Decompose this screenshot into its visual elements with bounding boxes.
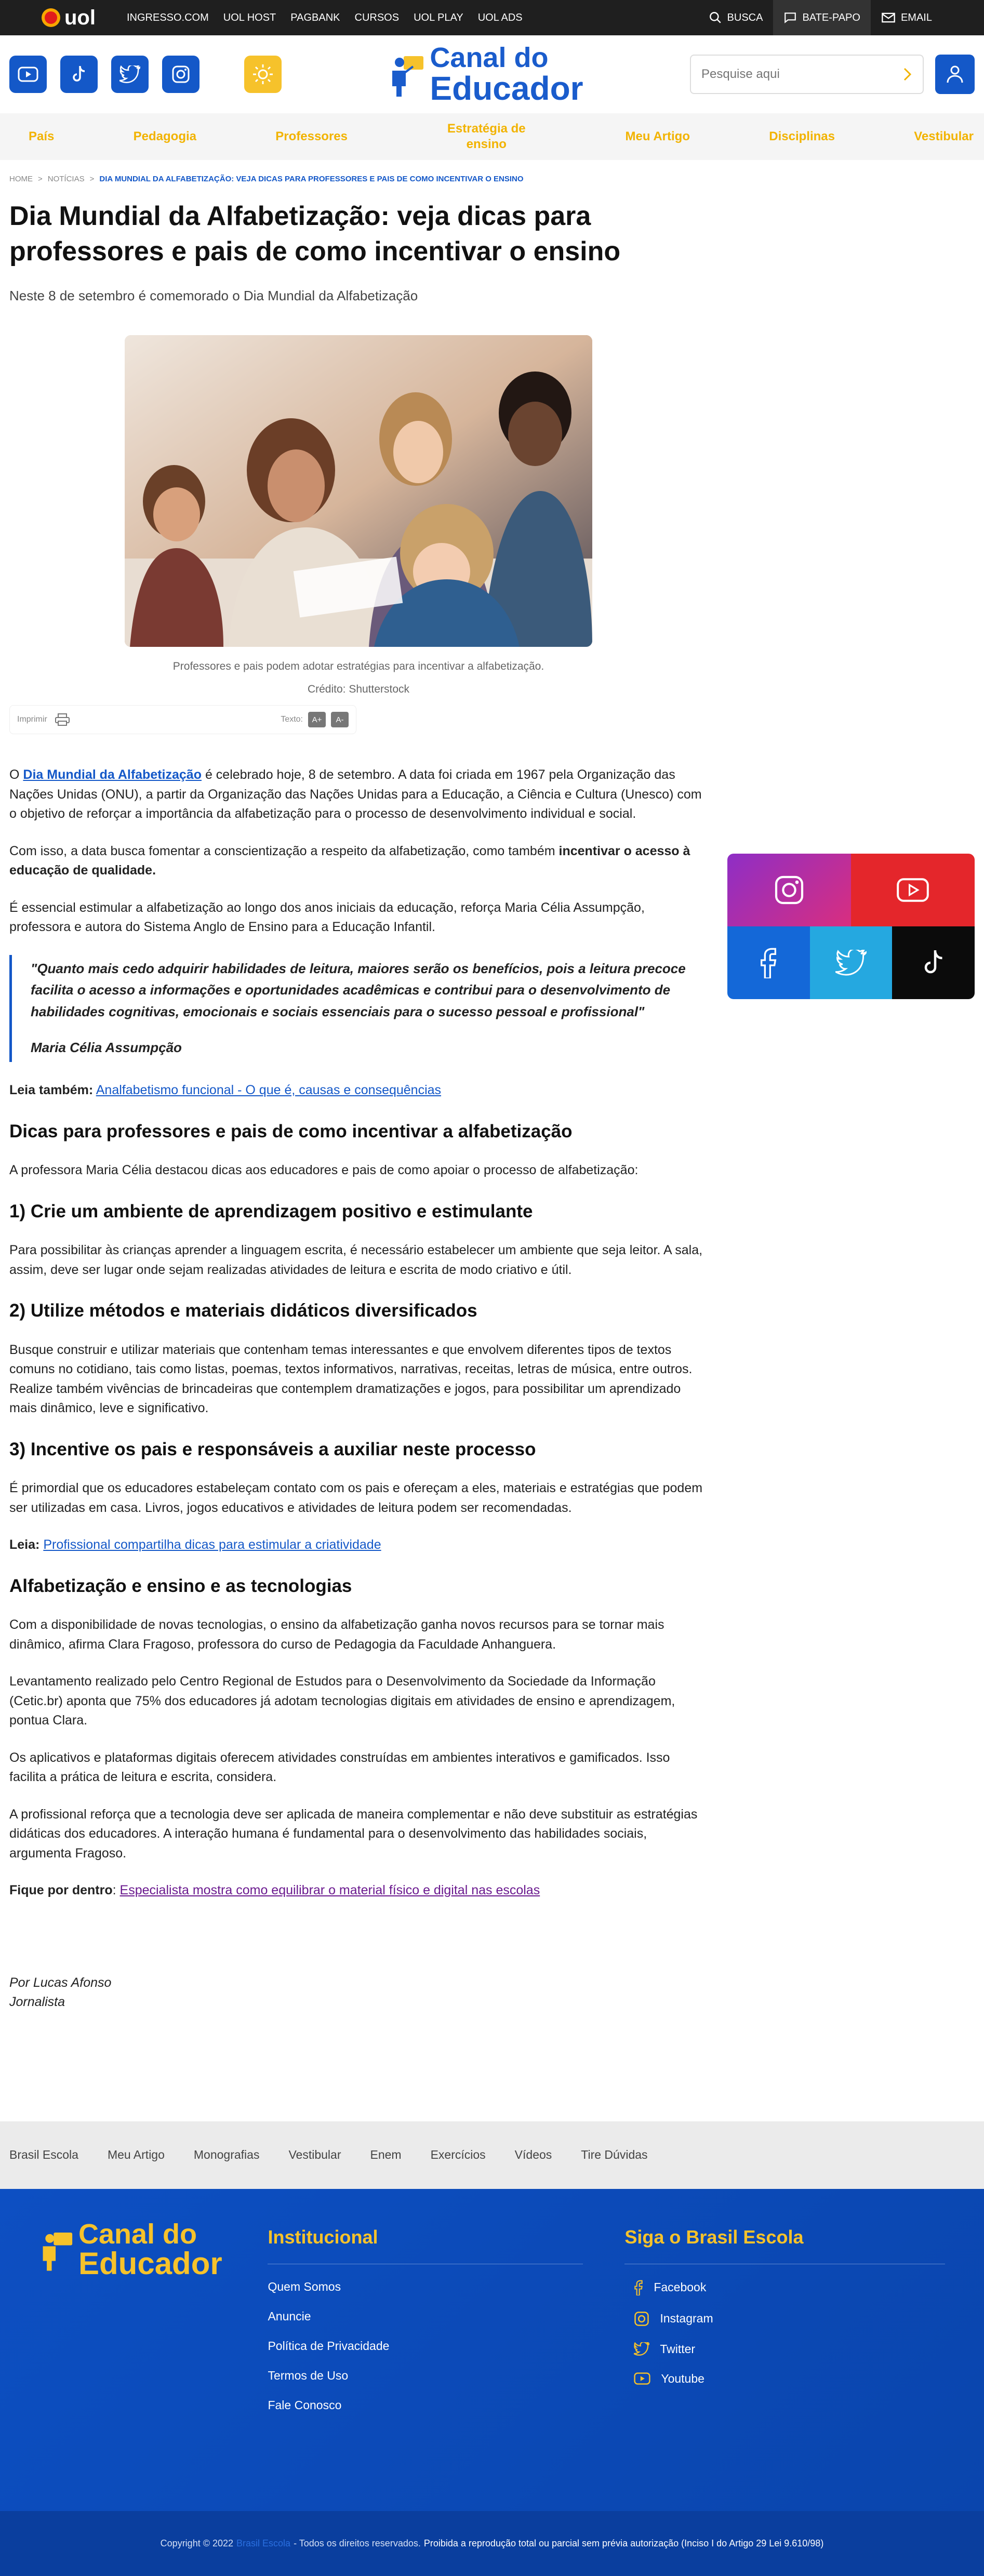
footer-link-anuncie[interactable]: Anuncie	[268, 2309, 311, 2323]
article-body	[0, 765, 717, 2043]
chat-icon	[783, 11, 797, 24]
paragraph: Levantamento realizado pelo Centro Regional de Estudos para o Desenvolvimento da Sociedade da Informação (Cetic.br) aponta que 75% dos educadores já adotam tecnologias digitais em atividades de ensino e aprendizagem, pontua Clara.	[9, 1674, 675, 1728]
youtube-button[interactable]	[9, 56, 47, 93]
breadcrumb-separator: >	[38, 175, 43, 183]
facebook-icon	[759, 947, 778, 978]
uol-search-label: BUSCA	[727, 11, 763, 23]
tiktok-icon	[921, 949, 946, 977]
breadcrumb-separator: >	[89, 175, 95, 183]
breadcrumb	[0, 160, 984, 183]
user-login-button[interactable]	[935, 55, 975, 94]
uol-link-cursos[interactable]: CURSOS	[354, 11, 400, 23]
twitter-icon	[119, 65, 140, 83]
footer-youtube-link[interactable]	[624, 2372, 945, 2386]
twitter-button[interactable]	[111, 56, 149, 93]
paragraph-text: O	[9, 767, 23, 782]
search-icon	[709, 11, 722, 24]
footer-instagram-link[interactable]	[624, 2311, 945, 2327]
article-figure	[125, 335, 592, 696]
read-label: Leia:	[9, 1537, 40, 1552]
uol-search-button[interactable]	[698, 0, 774, 35]
footer-instagram-label: Instagram	[660, 2312, 713, 2326]
main-nav	[0, 113, 984, 160]
footer-link-enem[interactable]: Enem	[370, 2148, 402, 2162]
uol-right-actions	[698, 0, 942, 35]
paragraph-bold: incentivar o acesso à educação de qualidade.	[9, 843, 690, 878]
paragraph-text: é celebrado hoje, 8 de setembro. A data foi criada em 1967 pela Organização das Nações Unidas (ONU), a partir da Organização das Nações Unidas para a Educação, a Ciência e Cultura (Unesco) com o objetivo de reforçar a importância da alfabetização para o processo de desenvolvimento individual e social.	[9, 767, 702, 821]
footer-link-vestibular[interactable]: Vestibular	[288, 2148, 341, 2162]
footer-logo-line2: Educador	[78, 2246, 222, 2281]
copyright-notice: Proibida a reprodução total ou parcial sem prévia autorização (Inciso I do Artigo 29 Lei 9.610/98)	[423, 2538, 824, 2548]
breadcrumb-home[interactable]: HOME	[9, 175, 33, 183]
instagram-button[interactable]	[162, 56, 200, 93]
logo-line2: Educador	[430, 70, 583, 107]
printer-icon	[55, 713, 70, 726]
uol-link-ads[interactable]: UOL ADS	[477, 11, 523, 23]
sidebar-youtube-button[interactable]	[851, 854, 975, 926]
paragraph-text: Com isso, a data busca fomentar a conscientização a respeito da alfabetização, como também	[9, 843, 559, 858]
footer-logo-line1: Canal do	[78, 2218, 197, 2250]
teacher-logo-icon	[388, 51, 424, 98]
uol-link-host[interactable]: UOL HOST	[223, 11, 276, 23]
site-header	[0, 35, 984, 113]
facebook-icon	[634, 2280, 643, 2295]
footer-link-meu-artigo[interactable]: Meu Artigo	[107, 2148, 165, 2162]
stay-informed-label: Fique por dentro	[9, 1883, 113, 1898]
copyright-bar	[0, 2511, 984, 2576]
footer-twitter-link[interactable]	[624, 2342, 945, 2356]
uol-top-bar	[0, 0, 984, 35]
uol-link-play[interactable]: UOL PLAY	[414, 11, 463, 23]
read-also	[9, 1081, 708, 1100]
footer-institucional	[268, 2220, 583, 2511]
youtube-icon	[896, 878, 929, 902]
stay-informed	[9, 1881, 708, 1901]
user-icon	[946, 65, 964, 84]
section-heading: Alfabetização e ensino e as tecnologias	[9, 1575, 352, 1596]
uol-logo[interactable]	[42, 6, 96, 30]
header-social-row	[9, 56, 282, 93]
page-subtitle: Neste 8 de setembro é comemorado o Dia Mundial da Alfabetização	[9, 288, 418, 304]
uol-email-label: EMAIL	[900, 11, 932, 23]
footer-link-exercicios[interactable]: Exercícios	[430, 2148, 486, 2162]
nav-item-pais[interactable]: País	[29, 129, 55, 143]
quote-author: Maria Célia Assumpção	[31, 1040, 182, 1056]
text-size-controls	[281, 712, 349, 727]
uol-link-ingresso[interactable]: INGRESSO.COM	[126, 11, 209, 23]
classroom-photo-illustration	[125, 335, 592, 647]
paragraph: A profissional reforça que a tecnologia deve ser aplicada de maneira complementar e não deve substituir as estratégias didáticas dos educadores. A interação humana é fundamental para o desenvolvimento das habilidades sociais, argumenta Fragoso.	[9, 1807, 698, 1861]
sidebar-twitter-button[interactable]	[810, 926, 893, 999]
uol-link-pagbank[interactable]: PAGBANK	[290, 11, 340, 23]
nav-item-estrategia[interactable]: Estratégia de ensino	[447, 122, 526, 151]
read-also-label: Leia também:	[9, 1083, 94, 1098]
article-photo	[125, 335, 592, 647]
tiktok-icon	[71, 65, 87, 84]
instagram-icon	[774, 874, 805, 906]
content-area	[0, 765, 984, 2043]
chevron-right-icon[interactable]	[903, 67, 912, 82]
photo-caption: Professores e pais podem adotar estratégias para incentivar a alfabetização.	[172, 660, 544, 673]
teacher-logo-icon	[39, 2227, 73, 2272]
copyright-rights: - Todos os direitos reservados.	[294, 2538, 421, 2548]
print-label: Imprimir	[17, 715, 47, 724]
paragraph: Para possibilitar às crianças aprender a linguagem escrita, é necessário estabelecer um ambiente que seja leitor. A sala, assim, deve ser lugar onde sejam realizadas atividades de leitura e escrita de modo criativo e útil.	[9, 1243, 703, 1277]
sidebar-facebook-button[interactable]	[727, 926, 810, 999]
paragraph: A professora Maria Célia destacou dicas aos educadores e pais de como apoiar o processo de alfabetização:	[9, 1163, 639, 1178]
email-icon	[881, 11, 896, 24]
footer-link-brasil-escola[interactable]: Brasil Escola	[9, 2148, 78, 2162]
sidebar-instagram-button[interactable]	[727, 854, 851, 926]
section-heading: 1) Crie um ambiente de aprendizagem positivo e estimulante	[9, 1201, 533, 1221]
footer-youtube-label: Youtube	[661, 2371, 704, 2385]
section-heading: 3) Incentive os pais e responsáveis a auxiliar neste processo	[9, 1439, 536, 1459]
footer-facebook-label: Facebook	[654, 2280, 707, 2294]
nav-item-pedagogia[interactable]: Pedagogia	[133, 129, 196, 143]
dia-mundial-link[interactable]: Dia Mundial da Alfabetização	[23, 767, 202, 782]
quote-block	[9, 955, 708, 1062]
instagram-icon	[171, 65, 190, 84]
nav-item-meu-artigo[interactable]: Meu Artigo	[625, 129, 690, 143]
footer-link-monografias[interactable]: Monografias	[193, 2148, 260, 2162]
footer-logo[interactable]	[39, 2220, 268, 2511]
nav-item-professores[interactable]: Professores	[275, 129, 348, 143]
page-title: Dia Mundial da Alfabetização: veja dicas para professores e pais de como incentivar o ensino	[9, 201, 621, 267]
read-link[interactable]: Profissional compartilha dicas para estimular a criatividade	[43, 1537, 381, 1552]
breadcrumb-noticias[interactable]: NOTÍCIAS	[47, 175, 85, 183]
photo-credit: Crédito: Shutterstock	[307, 683, 410, 696]
copyright-year: Copyright © 2022	[160, 2538, 234, 2548]
paragraph	[9, 765, 708, 824]
sun-icon	[252, 63, 274, 85]
footer-social	[624, 2220, 945, 2511]
nav-item-vestibular[interactable]: Vestibular	[914, 129, 974, 143]
author-role: Jornalista	[9, 1995, 65, 2010]
footer-link-quem-somos[interactable]: Quem Somos	[268, 2279, 341, 2293]
article-tools	[9, 705, 356, 734]
copyright-site-link[interactable]: Brasil Escola	[236, 2538, 291, 2548]
nav-item-disciplinas[interactable]: Disciplinas	[769, 129, 835, 143]
footer-facebook-link[interactable]	[624, 2280, 945, 2295]
decrease-text-button[interactable]: A-	[331, 712, 349, 727]
print-button[interactable]	[17, 713, 70, 726]
search-input[interactable]	[701, 67, 903, 82]
paragraph	[9, 842, 708, 881]
search-box	[690, 55, 924, 94]
author-name: Por Lucas Afonso	[9, 1975, 112, 1990]
logo-line1: Canal do	[430, 42, 549, 73]
uol-chat-label: BATE-PAPO	[802, 11, 860, 23]
uol-chat-button[interactable]	[773, 0, 871, 35]
paragraph: Busque construir e utilizar materiais que contenham temas interessantes e que envolvem diferentes tipos de textos comuns no cotidiano, tais como listas, poemas, textos informativos, narrativas, receitas, letras de música, entre outros. Realize também vivências de brincadeiras que contemplem dramatizações e jogos, para possibilitar um aprendizado mais dinâmico, leve e significativo.	[9, 1342, 693, 1416]
uol-links	[127, 12, 523, 24]
site-footer	[0, 2189, 984, 2511]
sidebar-tiktok-button[interactable]	[892, 926, 975, 999]
theme-toggle-button[interactable]	[244, 56, 282, 93]
footer-link-termos[interactable]: Termos de Uso	[268, 2368, 349, 2382]
stay-informed-link[interactable]: Especialista mostra como equilibrar o material físico e digital nas escolas	[119, 1883, 540, 1898]
footer-quick-links	[0, 2121, 984, 2189]
section-heading: Dicas para professores e pais de como incentivar a alfabetização	[9, 1121, 573, 1141]
uol-email-button[interactable]	[871, 0, 942, 35]
byline	[9, 1973, 708, 2012]
stay-informed-separator: :	[112, 1883, 120, 1898]
twitter-icon	[634, 2342, 649, 2356]
footer-social-title: Siga o Brasil Escola	[624, 2226, 945, 2264]
breadcrumb-current: DIA MUNDIAL DA ALFABETIZAÇÃO: VEJA DICAS PARA PROFESSORES E PAIS DE COMO INCENTIVAR O ENSINO	[99, 175, 524, 183]
paragraph: É primordial que os educadores estabeleçam contato com os pais e ofereçam a eles, materiais e estratégias que podem ser utilizadas em casa. Livros, jogos educativos e atividades de leitura podem ser recomendadas.	[9, 1481, 703, 1515]
footer-institucional-title: Institucional	[268, 2226, 583, 2264]
site-logo[interactable]	[282, 44, 690, 105]
paragraph: Com a disponibilidade de novas tecnologias, o ensino da alfabetização ganha novos recursos para se tornar mais dinâmico, afirma Clara Fragoso, professora do curso de Pedagogia da Faculdade Anhanguera.	[9, 1617, 664, 1652]
paragraph: Os aplicativos e plataformas digitais oferecem atividades construídas em ambientes interativos e gamificados. Isso facilita a prática de leitura e escrita, considera.	[9, 1750, 670, 1785]
instagram-icon	[634, 2311, 649, 2327]
section-heading: 2) Utilize métodos e materiais didáticos diversificados	[9, 1300, 477, 1321]
text-size-label: Texto:	[281, 715, 303, 724]
footer-twitter-label: Twitter	[660, 2342, 696, 2356]
uol-logo-text: uol	[64, 6, 96, 29]
tiktok-button[interactable]	[60, 56, 98, 93]
uol-logo-icon	[42, 8, 60, 27]
social-follow-box	[727, 854, 975, 999]
youtube-icon	[18, 67, 38, 82]
footer-link-videos[interactable]: Vídeos	[514, 2148, 552, 2162]
footer-link-tire-duvidas[interactable]: Tire Dúvidas	[581, 2148, 648, 2162]
read-also-link[interactable]: Analfabetismo funcional - O que é, causas e consequências	[96, 1083, 442, 1098]
quote-text: "Quanto mais cedo adquirir habilidades de leitura, maiores serão os benefícios, pois a leitura precoce facilita o acesso a informações e oportunidades acadêmicas e contribui para o desenvolvimento de habilidades cognitivas, emocionais e sociais essenciais para o sucesso pessoal e profissional"	[31, 960, 686, 1019]
read-more	[9, 1535, 708, 1555]
footer-link-privacidade[interactable]: Política de Privacidade	[268, 2339, 390, 2353]
footer-link-fale-conosco[interactable]: Fale Conosco	[268, 2398, 342, 2412]
paragraph: É essencial estimular a alfabetização ao longo dos anos iniciais da educação, reforça Maria Célia Assumpção, professora e autora do Sistema Anglo de Ensino para a Educação Infantil.	[9, 900, 645, 935]
youtube-icon	[634, 2372, 650, 2385]
increase-text-button[interactable]: A+	[308, 712, 326, 727]
twitter-icon	[835, 950, 867, 976]
